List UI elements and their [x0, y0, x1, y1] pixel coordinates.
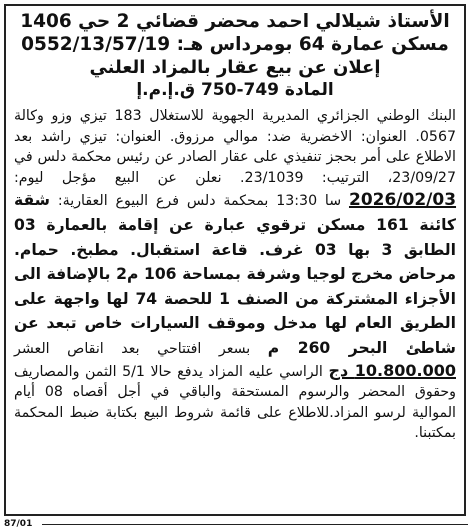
publication-code: 87/01 — [4, 519, 33, 529]
announcement-title: إعلان عن بيع عقار بالمزاد العلني — [89, 57, 381, 78]
sale-date: 2026/02/03 — [348, 190, 457, 211]
opening-price-text: بسعر افتتاحي بعد انقاص العشر — [14, 340, 251, 357]
case-details-text: البنك الوطني الجزائري المديرية الجهوية للاستغلال 183 تيزي وزو وكالة 0567. العنوان: الاخضرية ضد: موالي مرزوق. العنوان: تيزي راشد بعد الاطلاع على أمر بحجز تنفيذي على عقار الصادر عن رئيس محكمة دلس في 23/09/27، الترتيب: 23/1039. نعلن عن البيع مؤجل ليوم: — [14, 108, 456, 186]
bailiff-name-line: الأستاذ شيلالي احمد محضر قضائي 2 حي 1406 — [20, 11, 450, 32]
opening-price-amount: 10.800.000 دج — [328, 360, 456, 380]
announcement-body — [6, 104, 464, 444]
footer-divider — [42, 524, 468, 525]
announcement-box — [4, 4, 466, 516]
announcement-header — [6, 6, 464, 104]
property-description: شقة كائنة 161 مسكن ترقوي عبارة عن إقامة بالعمارة 03 الطابق 3 بها 03 غرف. قاعة استقبال. مطبخ. حمام. مرحاض مخرج لوجيا وشرفة بمساحة 106 م2 بالإضافة الى الأجزاء المشتركة من الصنف 1 للحصة 74 لها واجهة على الطريق العام لها مدخل وموقف السيارات خاص تبعد عن شاطئ البحر 260 م — [14, 191, 457, 357]
court-location: بمحكمة دلس فرع البيوع العقارية: — [57, 193, 269, 210]
sale-time: سا 13:30 — [276, 193, 342, 210]
bailiff-address-line: مسكن عمارة 64 بومرداس هـ: 0552/13/57/19 — [21, 34, 449, 55]
payment-terms-text: الراسي عليه المزاد يدفع حالا 5/1 الثمن والمصاريف وحقوق المحضر والرسوم المستحقة والباقي في أجل أقصاه 08 أيام الموالية لرسو المزاد.للاطلاع على قائمة شروط البيع بكتابة ضبط المحكمة بمكتبنا. — [14, 363, 456, 442]
case-details-paragraph — [14, 106, 456, 444]
legal-article-line: المادة 749-750 ق.إ.م.إ — [136, 80, 334, 100]
page-footer — [4, 518, 468, 530]
